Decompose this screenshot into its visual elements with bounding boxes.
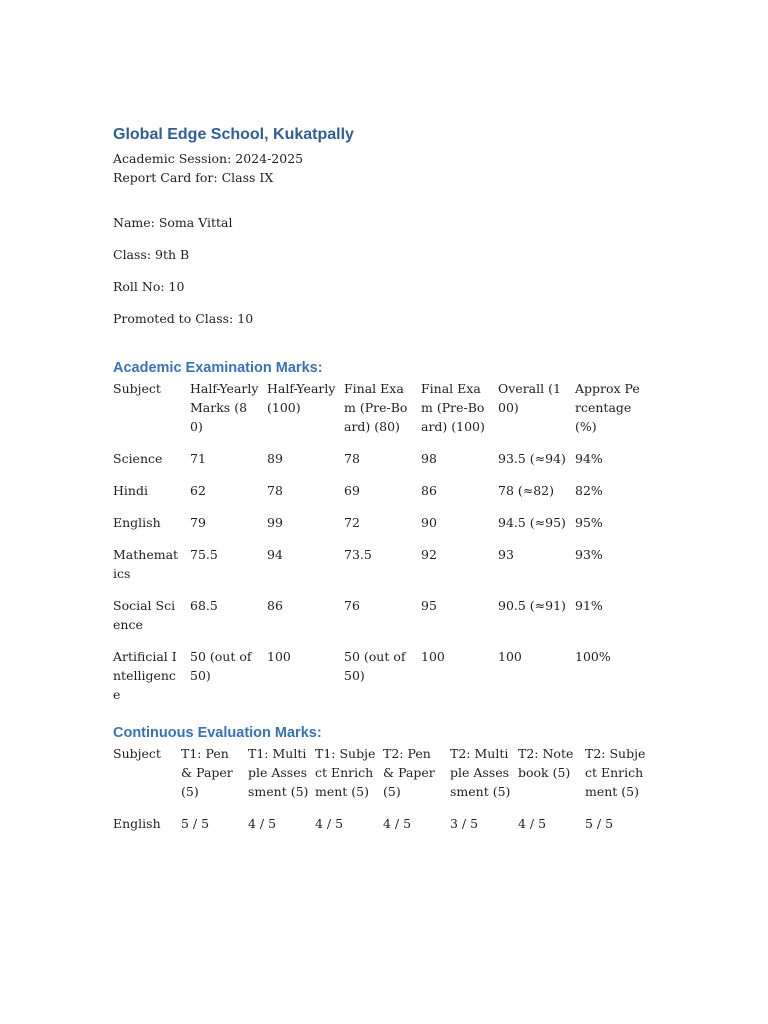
cell: 89 — [267, 451, 283, 466]
cell: 73.5 — [344, 547, 372, 562]
cell: 91% — [575, 598, 603, 613]
cell: 3 / 5 — [450, 816, 479, 831]
cell: 69 — [344, 483, 360, 498]
cell-subject: English — [113, 816, 161, 831]
cell: 95 — [421, 598, 437, 613]
cell: 4 / 5 — [518, 816, 547, 831]
cell: 50 (out of 50) — [344, 649, 406, 683]
cell: 100% — [575, 649, 611, 664]
cell: 62 — [190, 483, 206, 498]
continuous-marks-table — [113, 744, 653, 833]
header-cell: T1: Subject Enrichment (5) — [315, 746, 376, 799]
cell: 94% — [575, 451, 603, 466]
cell: 4 / 5 — [248, 816, 277, 831]
table-row — [113, 449, 653, 481]
cell-subject: Mathematics — [113, 547, 179, 581]
cell: 100 — [421, 649, 445, 664]
cell: 100 — [267, 649, 291, 664]
academic-marks-table — [113, 379, 653, 717]
cell: 72 — [344, 515, 360, 530]
cell: 4 / 5 — [383, 816, 412, 831]
cell: 5 / 5 — [585, 816, 614, 831]
header-cell: Subject — [113, 746, 161, 761]
cell: 86 — [421, 483, 437, 498]
cell: 79 — [190, 515, 206, 530]
academic-header-row — [113, 379, 653, 449]
header-cell: Final Exam (Pre-Board) (80) — [344, 381, 408, 434]
cell: 99 — [267, 515, 283, 530]
header-cell: Half-Yearly (100) — [267, 381, 336, 415]
cell: 68.5 — [190, 598, 218, 613]
header-cell: T1: Pen & Paper (5) — [181, 746, 233, 799]
cell: 94.5 (≈95) — [498, 515, 566, 530]
cell-subject: Hindi — [113, 483, 148, 498]
cell: 93 — [498, 547, 514, 562]
header-cell: T2: Notebook (5) — [518, 746, 574, 780]
cell: 5 / 5 — [181, 816, 210, 831]
header-cell: T1: Multiple Assessment (5) — [248, 746, 309, 799]
cell: 98 — [421, 451, 437, 466]
report-card-for: Report Card for: Class IX — [113, 170, 274, 185]
header-cell: Approx Percentage (%) — [575, 381, 640, 434]
cell: 50 (out of 50) — [190, 649, 252, 683]
cell: 76 — [344, 598, 360, 613]
cell: 78 (≈82) — [498, 483, 555, 498]
promoted-to-class: Promoted to Class: 10 — [113, 311, 254, 326]
cell: 92 — [421, 547, 437, 562]
cell: 78 — [267, 483, 283, 498]
table-row — [113, 647, 653, 717]
continuous-header-row — [113, 744, 653, 814]
cell-subject: English — [113, 515, 161, 530]
cell: 93% — [575, 547, 603, 562]
cell-subject: Social Science — [113, 598, 176, 632]
table-row — [113, 545, 653, 596]
spacer — [113, 187, 653, 213]
table-row — [113, 596, 653, 647]
cell: 93.5 (≈94) — [498, 451, 566, 466]
student-roll-no: Roll No: 10 — [113, 279, 185, 294]
cell-subject: Science — [113, 451, 163, 466]
header-cell: T2: Subject Enrichment (5) — [585, 746, 646, 799]
header-cell: Subject — [113, 381, 161, 396]
student-name: Name: Soma Vittal — [113, 215, 233, 230]
report-card-page — [113, 124, 653, 833]
header-cell: Final Exam (Pre-Board) (100) — [421, 381, 485, 434]
header-cell: T2: Pen & Paper (5) — [383, 746, 435, 799]
continuous-marks-heading: Continuous Evaluation Marks: — [113, 725, 322, 741]
cell: 75.5 — [190, 547, 218, 562]
table-row — [113, 814, 653, 833]
spacer — [113, 341, 653, 358]
cell: 94 — [267, 547, 283, 562]
cell: 86 — [267, 598, 283, 613]
cell: 82% — [575, 483, 603, 498]
cell: 90 — [421, 515, 437, 530]
academic-marks-heading: Academic Examination Marks: — [113, 360, 323, 376]
table-row — [113, 513, 653, 545]
academic-session: Academic Session: 2024-2025 — [113, 151, 304, 166]
cell: 90.5 (≈91) — [498, 598, 566, 613]
header-cell: Overall (100) — [498, 381, 561, 415]
header-cell: Half-Yearly Marks (80) — [190, 381, 259, 434]
student-class: Class: 9th B — [113, 247, 190, 262]
header-cell: T2: Multiple Assessment (5) — [450, 746, 511, 799]
school-title: Global Edge School, Kukatpally — [113, 126, 354, 143]
cell: 95% — [575, 515, 603, 530]
cell: 100 — [498, 649, 522, 664]
cell-subject: Artificial Intelligence — [113, 649, 177, 702]
cell: 71 — [190, 451, 206, 466]
table-row — [113, 481, 653, 513]
cell: 4 / 5 — [315, 816, 344, 831]
cell: 78 — [344, 451, 360, 466]
